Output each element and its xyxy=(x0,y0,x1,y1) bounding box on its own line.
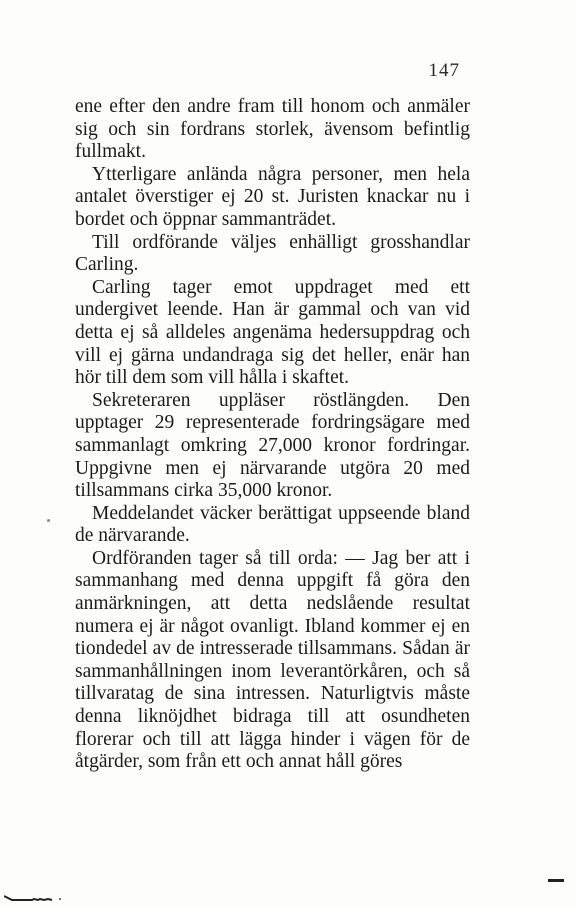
paragraph: Ordföranden tager så till orda: — Jag ber att i sammanhang med denna uppgift få göra den anmärkningen, att detta nedslående resultat numera ej är något ovanligt. Ibland kommer ej en tiondedel av de intresserade tillsammans. Sådan är sammanhållningen inom leverantörkåren, och så tillvaratag de sina intressen. Naturligtvis måste denna liknöjdhet bidraga till att osundheten florerar och till att lägga hinder i vägen för de åtgärder, som från ett och annat håll göres xyxy=(75,547,470,773)
paragraph: Ytterligare anlända några personer, men hela antalet överstiger ej 20 st. Juristen knackar nu i bordet och öppnar sammanträdet. xyxy=(75,163,470,230)
body-text xyxy=(75,96,470,774)
paragraph: Till ordförande väljes enhälligt grosshandlar Carling. xyxy=(75,231,470,276)
scan-artifact-left xyxy=(4,894,66,902)
scan-artifact-right xyxy=(548,879,564,882)
margin-speck xyxy=(47,519,50,522)
paragraph: Sekreteraren uppläser röstlängden. Den upptager 29 representerade fordringsägare med sammanlagt omkring 27,000 kronor fordringar. Uppgivne men ej närvarande utgöra 20 med tillsammans cirka 35,000 kronor. xyxy=(75,389,470,502)
paragraph-continuation: ene efter den andre fram till honom och anmäler sig och sin fordrans storlek, ävensom befintlig fullmakt. xyxy=(75,96,470,163)
page-number: 147 xyxy=(428,60,460,81)
paragraph: Meddelandet väcker berättigat uppseende bland de närvarande. xyxy=(75,502,470,547)
paragraph: Carling tager emot uppdraget med ett undergivet leende. Han är gammal och van vid detta ej så alldeles angenäma hedersuppdrag och vill ej gärna undandraga sig det heller, enär han hör till dem som vill hålla i skaftet. xyxy=(75,276,470,389)
